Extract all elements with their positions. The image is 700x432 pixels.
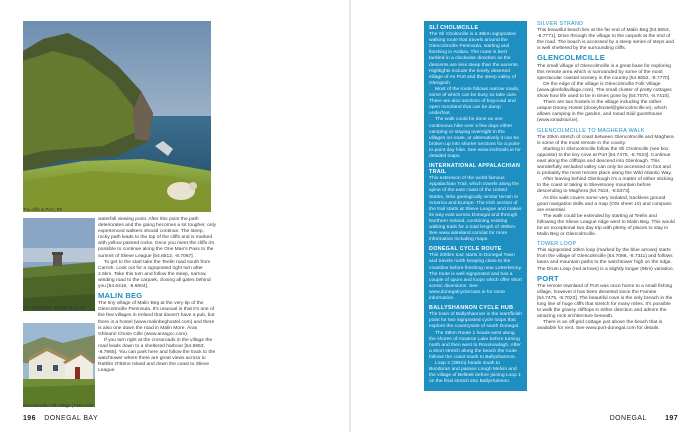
paragraph: The walk could be extended by starting at Teelin and following the Slieve League ridge west to Malin Beg. This would be an exceptional two day trip with plenty of places to stay in Malin Beg or Glencolmcille. — [537, 213, 675, 238]
sidebar-paragraph: The Slí Cholmcille is a 35km signposted walking route that travels around the Glencolmcille Peninsula, starting and finishing in Ardara. The route is best tackled in a clockwise direction as the descents are less steep than the ascents. Highlights include the lonely deserted village of An Port and the steep valley of Glengesh. — [429, 32, 519, 86]
paragraph: The small village of Glencolmcille is a great base for exploring this remote area which is surrounded by some of the most spectacular coastal scenery in the country [54.6652, -8.7770]. — [537, 63, 672, 81]
paragraph: On the edge of the village is Glencolmcille Folk Village (www.glenfolkvillage.com). The small cluster of pretty cottages show how life used to be in times gone by [54.7070, -8.7410]. — [537, 81, 672, 100]
left-page-text-column — [98, 217, 216, 374]
paragraph: This beautiful beach lies at the far end of Malin Beg [54.6653, -8.7771]. Drive through the village to the carpark at the end of the road. The beach is accessed by a steep series of steps and is well sheltered by the surrounding cliffs. — [537, 28, 674, 52]
photo-cliffs-at-port — [23, 21, 211, 212]
paragraph: To get to the start take the Teelin road south from Carrick. Look out for a signposted right turn after 2.5km. Take this turn and follow the steep, narrow, winding road to the carpark, closing all gates behind you [54.6416, -8.6604]. — [98, 259, 211, 290]
paragraph: The remote townland of Port was once home to a small fishing village, however it has been deserted since the Famine [54.7475, -8.7023]. The beautiful cove is the only breach in the long line of huge cliffs that stretch for many miles. It's possible to walk the grassy clifftops in either direction and admire the amazing rock architecture beneath. — [537, 283, 673, 320]
heading-tower-loop: TOWER LOOP — [537, 241, 577, 248]
heading-malin-beg: MALIN BEG — [98, 291, 143, 301]
sidebar-box-walks-cycles — [424, 21, 527, 391]
cliffs-photo-graphic — [23, 21, 211, 212]
paragraph: As this walk covers some very isolated, trackless ground good navigation skills and a map (OSI sheet 10) and compass are essential. — [537, 195, 672, 213]
sidebar-heading-ballyshannon: BALLYSHANNON CYCLE HUB — [429, 305, 514, 312]
paragraph: There are two hostels in the village including the rather unique Dooey Hostel (dooeyhostel@glencolmcille.ie), which allows camping in the garden, and Ionad Siúil guesthouse (www.ionadsiuil.ie). — [537, 100, 667, 124]
left-footer — [23, 415, 98, 422]
sidebar-paragraph: The 39km Route 1 heads west along the shores of Assaroe Lake before turning north and then west to Rossnowlagh. After a short stretch along the beach the route follows the coast south to Ballyshannon. — [429, 330, 521, 360]
page-number-left: 196 — [23, 415, 36, 422]
photo1-caption: The cliffs at Port | ER — [23, 207, 63, 212]
sidebar-paragraph: Most of the route follows narrow roads, some of which can be busy so take care. There are also sections of bog-road and open moorland that can be damp underfoot. — [429, 86, 520, 117]
paragraph: This signposted 10km loop (marked by the blue arrows) starts from the village of Glencolmcille [54.7086, -8.7311] and follows lanes and mountain paths to the watchtower high on the ridge. The Drum Loop (red arrows) is a slightly longer (9km) variation. — [537, 248, 674, 272]
paragraph: The 20km stretch of coast between Glencolmcille and Maghera is some of the most remote in the county. — [537, 134, 674, 146]
heading-maghera-walk: GLENCOLMCILLE TO MAGHERA WALK — [537, 127, 645, 134]
sidebar-paragraph: The town of Ballyshannon is the start/finish point for two signposted cycle loops that explore the countryside of south Donegal. — [429, 312, 522, 330]
paragraph: If you turn right at the crossroads in the village the road leads down to a sheltered harbour [54.6653, -8.7865]. You can park here and follow the track to the watchtower where there are great views across to Rathlin O'Birne Island and down the coast to Slieve League. — [98, 337, 216, 374]
paragraph: waterfall viewing point. After this point the path deteriorates and the going becomes a lot tougher, only experienced walkers should continue. The steep, rocky path leads to the top of the cliffs and is marked with yellow painted rocks. Once you meet the cliffs it's possible to continue along the One Man's Pass to the summit of Slieve League [54.6512, -8.7067]. — [98, 217, 216, 259]
heading-glencolmcille: GLENCOLMCILLE — [537, 53, 605, 63]
sidebar-paragraph: This 200km tour starts in Donegal Town and travels north keeping close to the coastline before finishing near Letterkenny. The route is well signposted and has a couple of spurs and loops which offer short scenic diversions. See www.donegalcycleroute.ie for more information. — [429, 253, 522, 302]
page-number-right: 197 — [665, 415, 678, 422]
photo-glencolmcille-folk-village — [23, 323, 95, 407]
right-footer — [610, 415, 678, 422]
photo3-caption: Glencolmcille Folk Village | Peter Ackl — [23, 403, 93, 408]
running-title-left: DONEGAL BAY — [44, 415, 99, 422]
photo-watchtower-malin-beg — [23, 218, 95, 311]
folk-village-photo-graphic — [23, 323, 95, 407]
paragraph: The tiny village of Malin Beg at the very tip of the Glencolmcille Peninsula. It's unusual in that it's one of the few villages in Ireland that doesn't have a pub, but there is a hostel (www.malinbeghostel.com) and there is also one down the road in Malin More, Áras Ghleann Choim Cille (www.arasgcc.com). — [98, 301, 215, 337]
sidebar-heading-donegal-cycle: DONEGAL CYCLE ROUTE — [429, 246, 502, 253]
paragraph: Starting in Glencolmcille follow the Slí Cholmcille (see box opposite) to the tiny cove at Port [54.7475, -8.7023]. Continue east along the clifftops and descend into Glenlough. This wonderfully secluded valley can only be accessed on foot and is probably the most remote place along the Wild Atlantic Way. — [537, 146, 672, 177]
running-title-right: DONEGAL — [609, 415, 647, 422]
sidebar-paragraph: This extension of the world famous Appalachian Trail, which travels along the spine of the east coast of the United States, links geologically similar terrain in America and Europe. The Irish section of the trail starts at Slieve League and makes its way east across Donegal and through Northern Ireland, combining existing walking trails for a total length of 480km. See www.iatireland.com/iat for more information including maps. — [429, 176, 522, 243]
sidebar-heading-appalachian: INTERNATIONAL APPALACHIAN TRAIL — [429, 163, 521, 176]
right-page-text-column — [537, 21, 675, 333]
watchtower-photo-graphic — [23, 218, 95, 311]
paragraph: After leaving behind Glenlough it's a matter of either sticking to the coast or taking in Slievetooey mountain before descending to Maghera [54.7624, -8.5373]. — [537, 177, 674, 195]
sidebar-heading-sli-cholmcille: SLÍ CHOLMCILLE — [429, 25, 479, 31]
sidebar-paragraph: The walk could be done as one continuous hike over a few days either camping or staying overnight in the villages on route, or alternatively it can be broken up into shorter sections for a point-to-point day hike. See www.irishtrails.ie for detailed maps. — [429, 117, 521, 159]
paragraph: There is an off-grid cottage just above the beach that is available for rent. See www.port-donegal.com for details. — [537, 320, 663, 332]
heading-silver-strand: SILVER STRAND — [537, 21, 584, 27]
sidebar-paragraph: Loop 2 (39km) heads south to Bundoran and passes Lough Melvin and the village of Belleek before joining Loop 1 on the final stretch into Ballyshannon. — [429, 360, 521, 385]
heading-port: PORT — [537, 273, 559, 283]
photo2-caption: The watchtower at Malin Beg | ER — [23, 305, 87, 310]
page-gutter — [349, 0, 351, 432]
